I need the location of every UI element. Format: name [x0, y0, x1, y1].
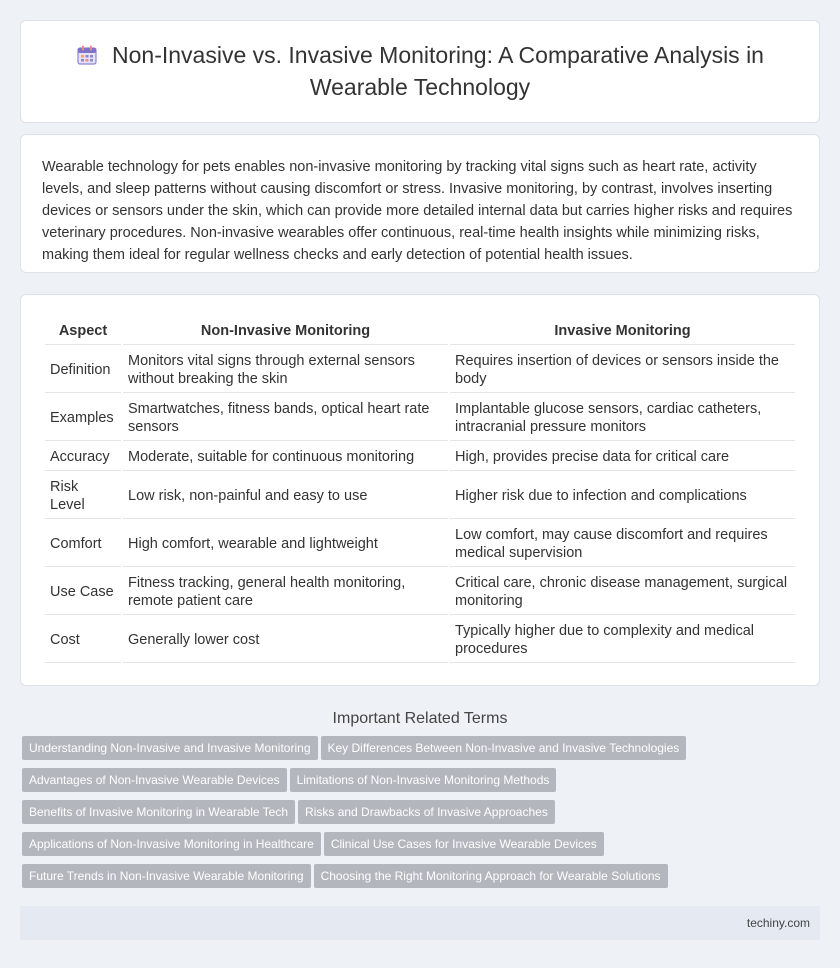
- intro-card: [20, 134, 820, 273]
- table-header-row: [45, 317, 795, 345]
- cell-aspect: Examples: [45, 395, 121, 441]
- related-terms-section: [0, 710, 840, 896]
- cell-non-invasive: Generally lower cost: [123, 617, 448, 663]
- cell-invasive: Implantable glucose sensors, cardiac catheters, intracranial pressure monitors: [450, 395, 795, 441]
- cell-non-invasive: Low risk, non-painful and easy to use: [123, 473, 448, 519]
- table-row: [45, 395, 795, 441]
- related-term-tag[interactable]: Choosing the Right Monitoring Approach for Wearable Solutions: [314, 864, 668, 888]
- footer-site[interactable]: techiny.com: [746, 916, 810, 930]
- calendar-icon: [76, 44, 98, 73]
- table-row: [45, 347, 795, 393]
- related-term-tag[interactable]: Applications of Non-Invasive Monitoring in Healthcare: [22, 832, 321, 856]
- cell-aspect: Comfort: [45, 521, 121, 567]
- related-term-tag[interactable]: Understanding Non-Invasive and Invasive Monitoring: [22, 736, 318, 760]
- cell-non-invasive: Smartwatches, fitness bands, optical heart rate sensors: [123, 395, 448, 441]
- page-title-text: Non-Invasive vs. Invasive Monitoring: A Comparative Analysis in Wearable Technology: [112, 42, 764, 100]
- cell-non-invasive: Fitness tracking, general health monitoring, remote patient care: [123, 569, 448, 615]
- cell-aspect: Use Case: [45, 569, 121, 615]
- related-term-tag[interactable]: Risks and Drawbacks of Invasive Approaches: [298, 800, 555, 824]
- related-terms-list: [22, 736, 818, 896]
- table-row: [45, 521, 795, 567]
- related-term-tag[interactable]: Advantages of Non-Invasive Wearable Devices: [22, 768, 287, 792]
- related-term-tag[interactable]: Future Trends in Non-Invasive Wearable Monitoring: [22, 864, 311, 888]
- table-row: [45, 473, 795, 519]
- cell-invasive: Typically higher due to complexity and medical procedures: [450, 617, 795, 663]
- cell-aspect: Definition: [45, 347, 121, 393]
- header-invasive: Invasive Monitoring: [450, 317, 795, 345]
- cell-aspect: Cost: [45, 617, 121, 663]
- cell-non-invasive: Monitors vital signs through external sensors without breaking the skin: [123, 347, 448, 393]
- related-terms-heading: Important Related Terms: [332, 710, 508, 727]
- cell-invasive: Higher risk due to infection and complications: [450, 473, 795, 519]
- table-row: [45, 443, 795, 471]
- related-term-tag[interactable]: Key Differences Between Non-Invasive and Invasive Technologies: [321, 736, 687, 760]
- page-title: [61, 41, 779, 102]
- footer: [20, 906, 820, 940]
- header-non-invasive: Non-Invasive Monitoring: [123, 317, 448, 345]
- table-row: [45, 569, 795, 615]
- comparison-card: [20, 294, 820, 686]
- cell-aspect: Risk Level: [45, 473, 121, 519]
- cell-aspect: Accuracy: [45, 443, 121, 471]
- cell-non-invasive: Moderate, suitable for continuous monitoring: [123, 443, 448, 471]
- cell-non-invasive: High comfort, wearable and lightweight: [123, 521, 448, 567]
- cell-invasive: High, provides precise data for critical care: [450, 443, 795, 471]
- cell-invasive: Low comfort, may cause discomfort and requires medical supervision: [450, 521, 795, 567]
- related-term-tag[interactable]: Clinical Use Cases for Invasive Wearable Devices: [324, 832, 604, 856]
- header-aspect: Aspect: [45, 317, 121, 345]
- table-row: [45, 617, 795, 663]
- title-card: [20, 20, 820, 123]
- cell-invasive: Critical care, chronic disease management, surgical monitoring: [450, 569, 795, 615]
- related-term-tag[interactable]: Limitations of Non-Invasive Monitoring Methods: [290, 768, 557, 792]
- related-term-tag[interactable]: Benefits of Invasive Monitoring in Wearable Tech: [22, 800, 295, 824]
- cell-invasive: Requires insertion of devices or sensors inside the body: [450, 347, 795, 393]
- intro-text: Wearable technology for pets enables non-invasive monitoring by tracking vital signs such as heart rate, activity levels, and sleep patterns without causing discomfort or stress. Invasive monitoring, by contrast, involves inserting devices or sensors under the skin, which can provide more detailed internal data but carries higher risks and requires veterinary procedures. Non-invasive wearables offer continuous, real-time health insights while minimizing risks, making them ideal for regular wellness checks and early detection of potential health issues.: [42, 159, 793, 263]
- comparison-table: [43, 315, 797, 665]
